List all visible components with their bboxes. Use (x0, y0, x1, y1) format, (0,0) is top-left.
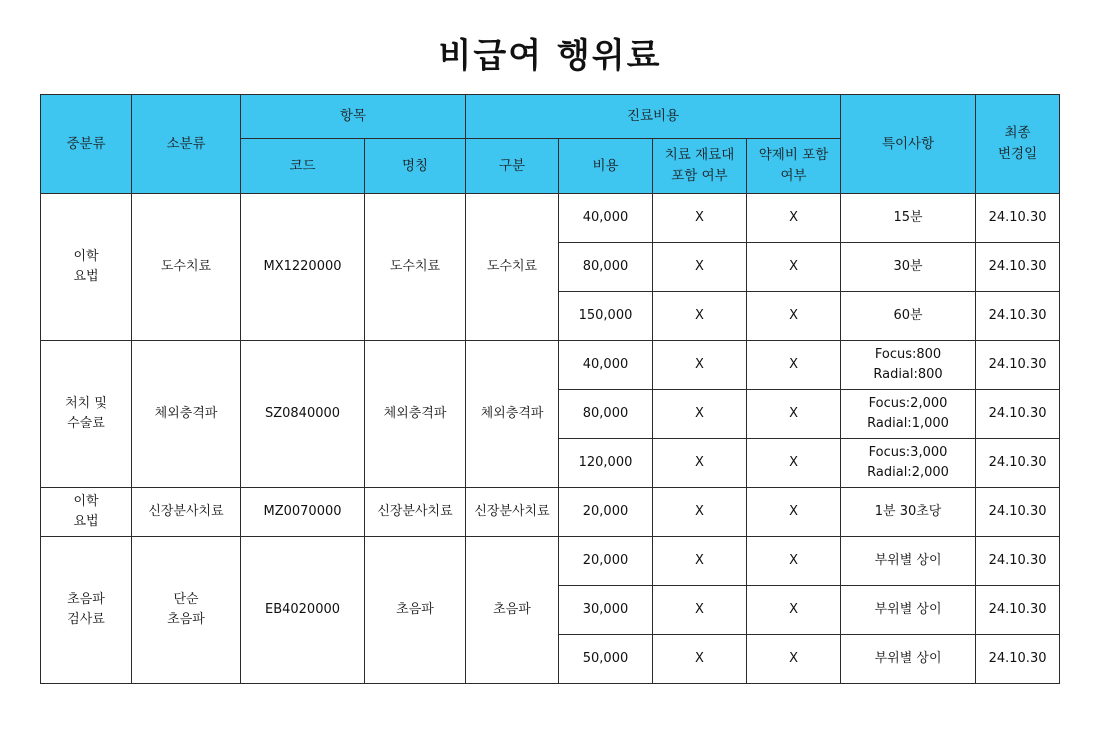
cell-division: 초음파 (466, 537, 559, 684)
header-material-included (653, 139, 747, 194)
mid-category-line2: 검사료 (67, 612, 105, 627)
mid-category-line1: 이학 (73, 248, 99, 264)
cell-drug-included: X (747, 586, 841, 635)
cell-cost: 20,000 (559, 537, 653, 586)
sub-category-line1: 신장분사치료 (148, 503, 224, 519)
mid-category-line1: 이학 (73, 493, 99, 509)
header-cost: 비용 (559, 139, 653, 194)
cell-updated-date: 24.10.30 (976, 243, 1060, 292)
cell-drug-included: X (747, 537, 841, 586)
cell-cost: 30,000 (559, 586, 653, 635)
cell-cost: 40,000 (559, 194, 653, 243)
remark-line1: 30분 (893, 258, 923, 274)
table-row (41, 537, 1060, 586)
header-name: 명칭 (365, 139, 466, 194)
mid-category-line1: 초음파 (67, 591, 105, 607)
table-row (41, 488, 1060, 537)
cell-remarks (841, 635, 976, 684)
cell-updated-date: 24.10.30 (976, 341, 1060, 390)
cell-mid-category (41, 488, 132, 537)
mid-category-line2: 요법 (73, 514, 99, 529)
cell-remarks (841, 439, 976, 488)
cell-cost: 20,000 (559, 488, 653, 537)
remark-line1: 1분 30초당 (874, 503, 942, 519)
remark-line1: 부위별 상이 (874, 650, 942, 666)
cell-updated-date: 24.10.30 (976, 635, 1060, 684)
cell-cost: 80,000 (559, 243, 653, 292)
cell-mid-category (41, 537, 132, 684)
header-material-line2: 포함 여부 (671, 168, 728, 184)
cell-sub-category (132, 488, 241, 537)
cell-remarks (841, 390, 976, 439)
remark-line1: Focus:800 (874, 346, 942, 362)
cell-cost: 40,000 (559, 341, 653, 390)
cell-material-included: X (653, 292, 747, 341)
cell-remarks (841, 488, 976, 537)
cell-sub-category (132, 194, 241, 341)
cell-drug-included: X (747, 488, 841, 537)
remark-line1: 부위별 상이 (874, 552, 942, 568)
remark-line1: Focus:2,000 (868, 395, 948, 411)
cell-name: 도수치료 (365, 194, 466, 341)
cell-remarks (841, 586, 976, 635)
cell-material-included: X (653, 537, 747, 586)
cell-material-included: X (653, 194, 747, 243)
cell-updated-date: 24.10.30 (976, 586, 1060, 635)
cell-name: 신장분사치료 (365, 488, 466, 537)
remark-line2: Radial:800 (873, 367, 943, 382)
cell-sub-category (132, 537, 241, 684)
cell-drug-included: X (747, 292, 841, 341)
table-row (41, 341, 1060, 390)
cell-code: MZ0070000 (241, 488, 365, 537)
remark-line1: 부위별 상이 (874, 601, 942, 617)
cell-material-included: X (653, 390, 747, 439)
cell-material-included: X (653, 341, 747, 390)
cell-updated-date: 24.10.30 (976, 292, 1060, 341)
cell-cost: 80,000 (559, 390, 653, 439)
header-item-group: 항목 (241, 95, 466, 139)
remark-line2: Radial:1,000 (867, 416, 949, 431)
sub-category-line2: 초음파 (167, 612, 205, 627)
table-header (41, 95, 1060, 194)
cell-material-included: X (653, 635, 747, 684)
remark-line1: 60분 (893, 307, 923, 323)
cell-drug-included: X (747, 341, 841, 390)
cell-cost: 150,000 (559, 292, 653, 341)
cell-remarks (841, 292, 976, 341)
header-updated (976, 95, 1060, 194)
cell-material-included: X (653, 586, 747, 635)
mid-category-line1: 처치 및 (65, 395, 107, 411)
cell-remarks (841, 341, 976, 390)
cell-division: 신장분사치료 (466, 488, 559, 537)
cell-mid-category (41, 194, 132, 341)
cell-cost: 120,000 (559, 439, 653, 488)
header-drug-line2: 여부 (780, 168, 807, 184)
cell-updated-date: 24.10.30 (976, 390, 1060, 439)
cell-material-included: X (653, 243, 747, 292)
cell-remarks (841, 243, 976, 292)
cell-remarks (841, 537, 976, 586)
cell-drug-included: X (747, 635, 841, 684)
fee-table (40, 94, 1060, 684)
cell-drug-included: X (747, 243, 841, 292)
table-body (41, 194, 1060, 684)
header-drug-line1: 약제비 포함 (758, 147, 829, 164)
remark-line1: Focus:3,000 (868, 444, 948, 460)
header-updated-line2: 변경일 (997, 146, 1038, 162)
cell-remarks (841, 194, 976, 243)
cell-name: 초음파 (365, 537, 466, 684)
cell-updated-date: 24.10.30 (976, 488, 1060, 537)
cell-code: EB4020000 (241, 537, 365, 684)
cell-drug-included: X (747, 390, 841, 439)
cell-division: 도수치료 (466, 194, 559, 341)
header-division: 구분 (466, 139, 559, 194)
header-cost-group: 진료비용 (466, 95, 841, 139)
cell-sub-category (132, 341, 241, 488)
header-mid-category: 중분류 (41, 95, 132, 194)
cell-drug-included: X (747, 194, 841, 243)
cell-mid-category (41, 341, 132, 488)
header-code: 코드 (241, 139, 365, 194)
sub-category-line1: 체외충격파 (154, 405, 218, 421)
remark-line1: 15분 (893, 209, 923, 225)
cell-updated-date: 24.10.30 (976, 537, 1060, 586)
cell-code: SZ0840000 (241, 341, 365, 488)
cell-drug-included: X (747, 439, 841, 488)
cell-cost: 50,000 (559, 635, 653, 684)
mid-category-line2: 수술료 (67, 416, 105, 431)
cell-updated-date: 24.10.30 (976, 439, 1060, 488)
cell-updated-date: 24.10.30 (976, 194, 1060, 243)
header-material-line1: 치료 재료대 (664, 147, 735, 164)
mid-category-line2: 요법 (73, 269, 99, 284)
cell-code: MX1220000 (241, 194, 365, 341)
sub-category-line1: 단순 (173, 591, 199, 607)
header-drug-included (747, 139, 841, 194)
header-updated-line1: 최종 (1004, 125, 1031, 142)
cell-material-included: X (653, 439, 747, 488)
page-title: 비급여 행위료 (438, 36, 662, 76)
table-row (41, 194, 1060, 243)
header-remarks: 특이사항 (841, 95, 976, 194)
cell-name: 체외충격파 (365, 341, 466, 488)
remark-line2: Radial:2,000 (867, 465, 949, 480)
header-sub-category: 소분류 (132, 95, 241, 194)
cell-division: 체외충격파 (466, 341, 559, 488)
cell-material-included: X (653, 488, 747, 537)
sub-category-line1: 도수치료 (160, 258, 212, 274)
